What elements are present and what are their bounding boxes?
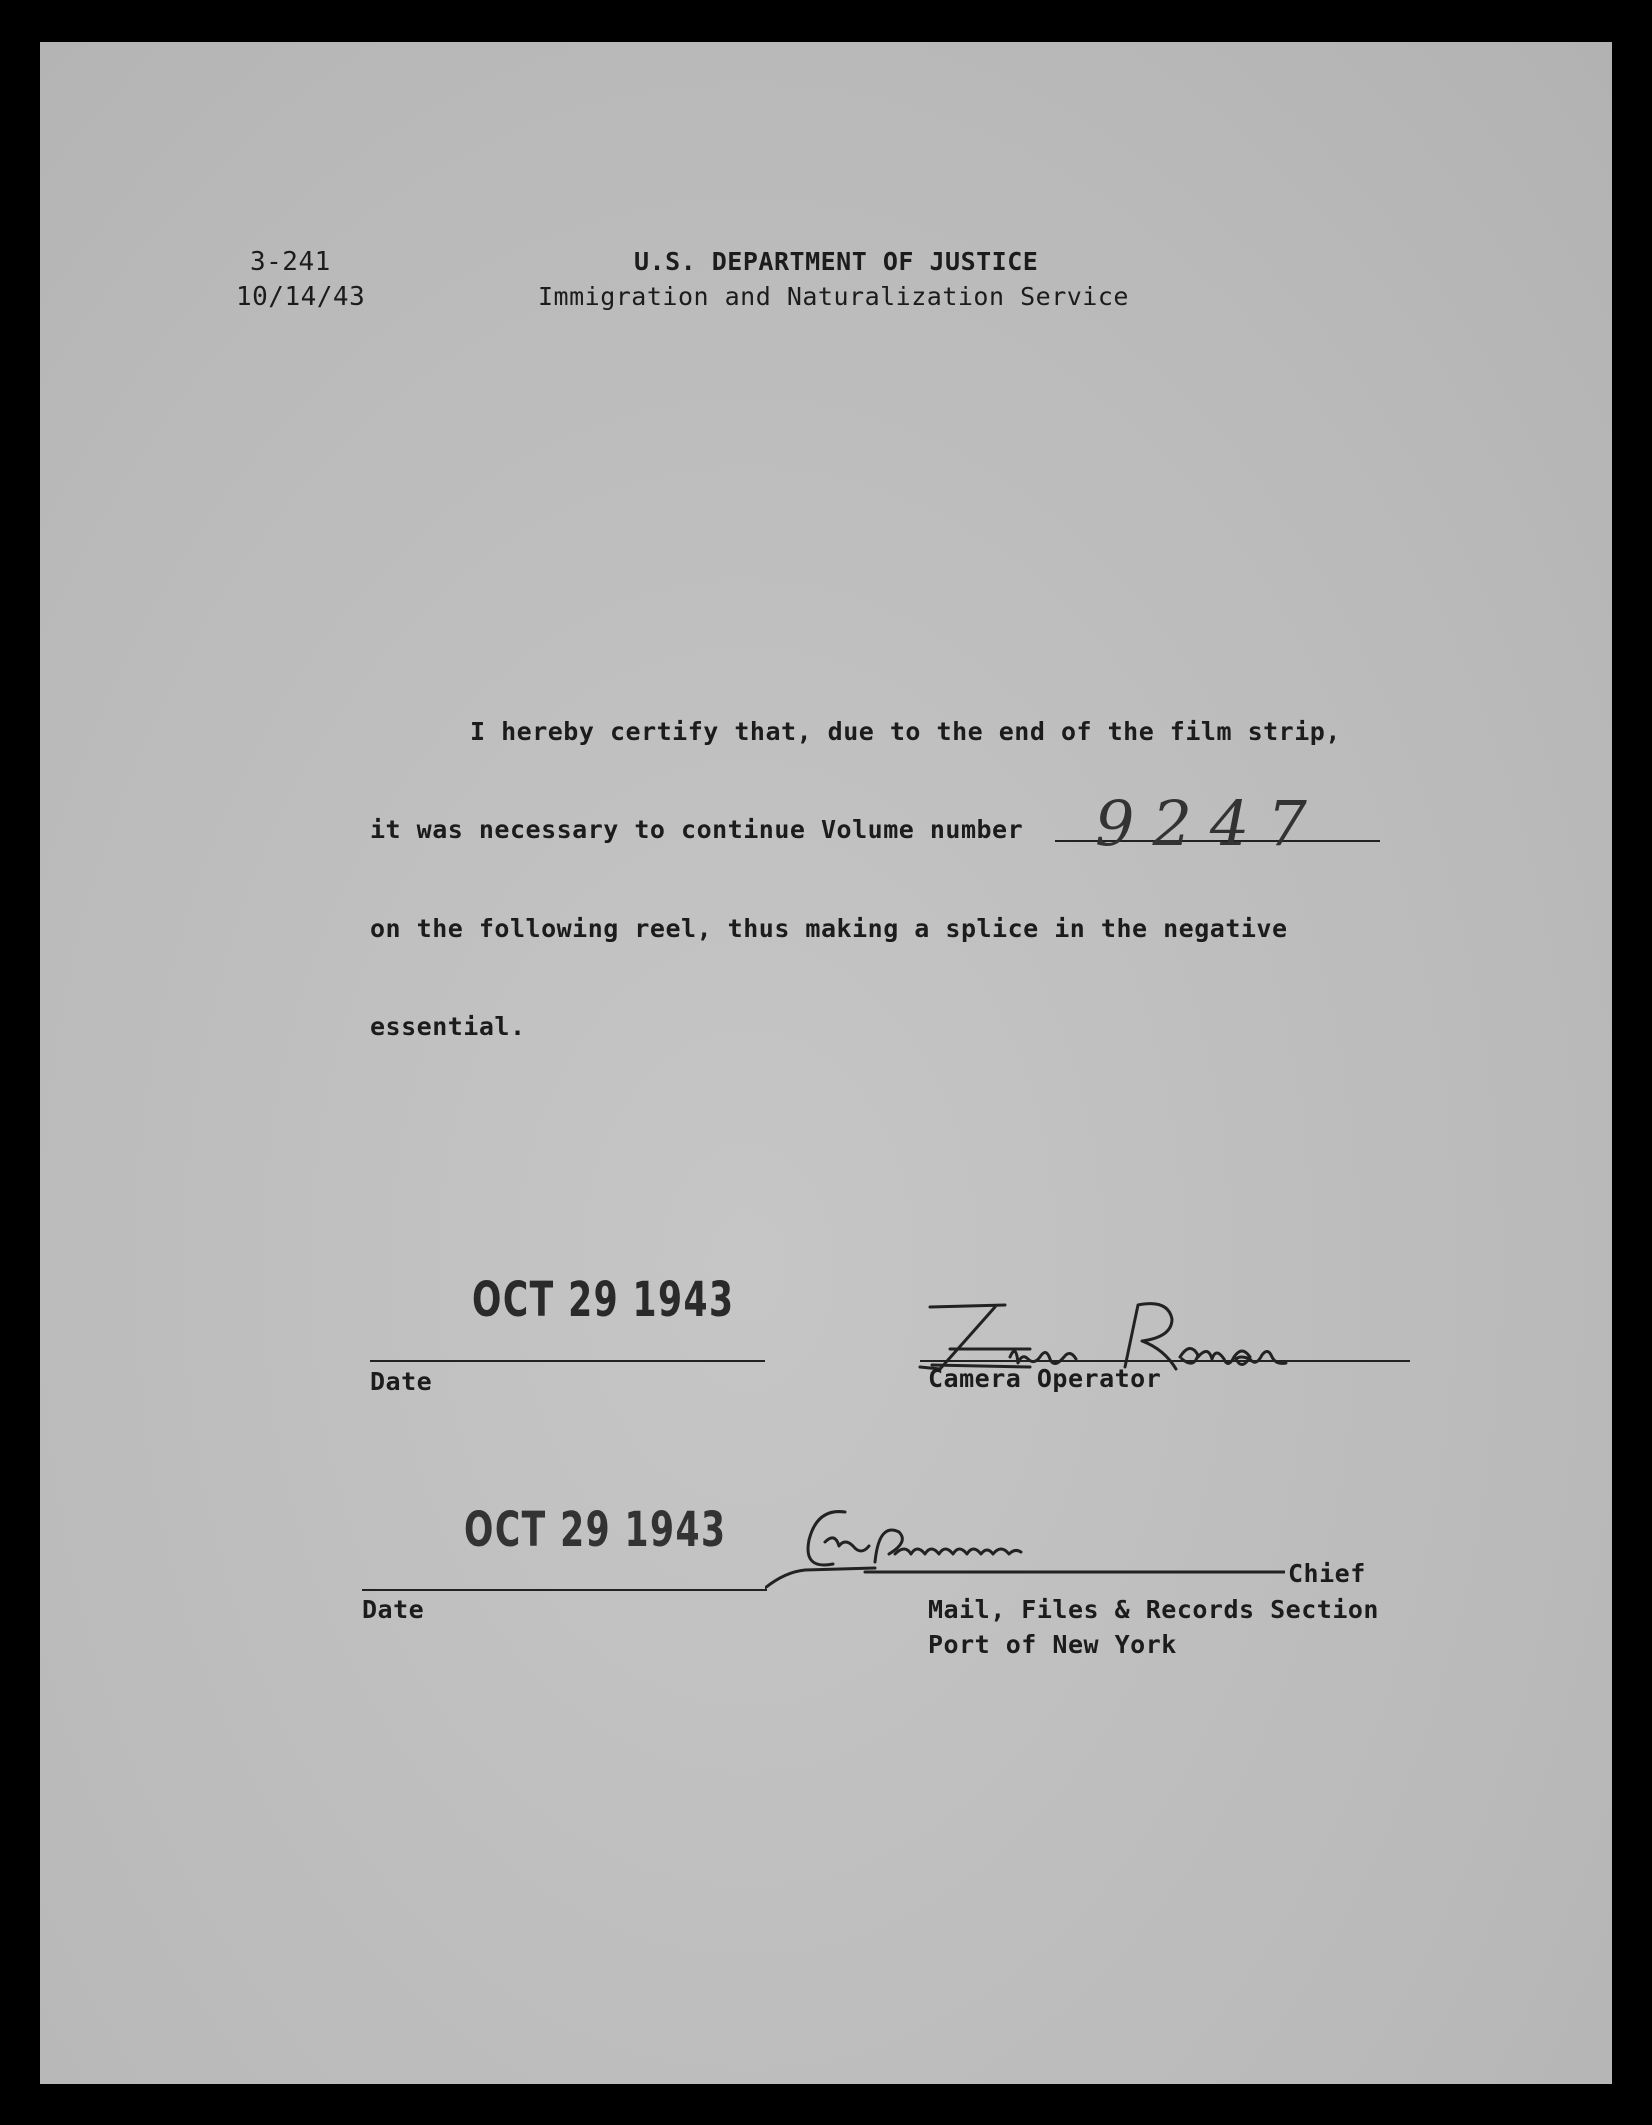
form-number: 3-241 <box>250 247 331 277</box>
chief-label: Chief <box>1288 1559 1366 1588</box>
form-date: 10/14/43 <box>236 282 366 312</box>
section-label: Mail, Files & Records Section <box>928 1595 1379 1624</box>
date-stamp-2: OCT 29 1943 <box>464 1502 727 1558</box>
date-underline-1 <box>370 1360 765 1362</box>
volume-number-handwritten: 9247 <box>1095 787 1325 860</box>
department-heading: U.S. DEPARTMENT OF JUSTICE <box>634 247 1039 276</box>
service-heading: Immigration and Naturalization Service <box>538 282 1129 311</box>
date-underline-2 <box>362 1589 767 1591</box>
date-stamp-1: OCT 29 1943 <box>472 1272 735 1328</box>
camera-operator-underline <box>920 1360 1410 1362</box>
certification-line-3: on the following reel, thus making a splice in the negative <box>370 914 1288 943</box>
chief-signature <box>765 1502 1285 1602</box>
port-label: Port of New York <box>928 1630 1177 1659</box>
certification-line-2: it was necessary to continue Volume number <box>370 815 1024 844</box>
certification-line-1: I hereby certify that, due to the end of the film strip, <box>470 717 1341 746</box>
date-label-2: Date <box>362 1595 425 1624</box>
camera-operator-label: Camera Operator <box>928 1364 1162 1393</box>
document-page <box>40 42 1612 2084</box>
date-label-1: Date <box>370 1367 433 1396</box>
certification-line-4: essential. <box>370 1012 526 1041</box>
